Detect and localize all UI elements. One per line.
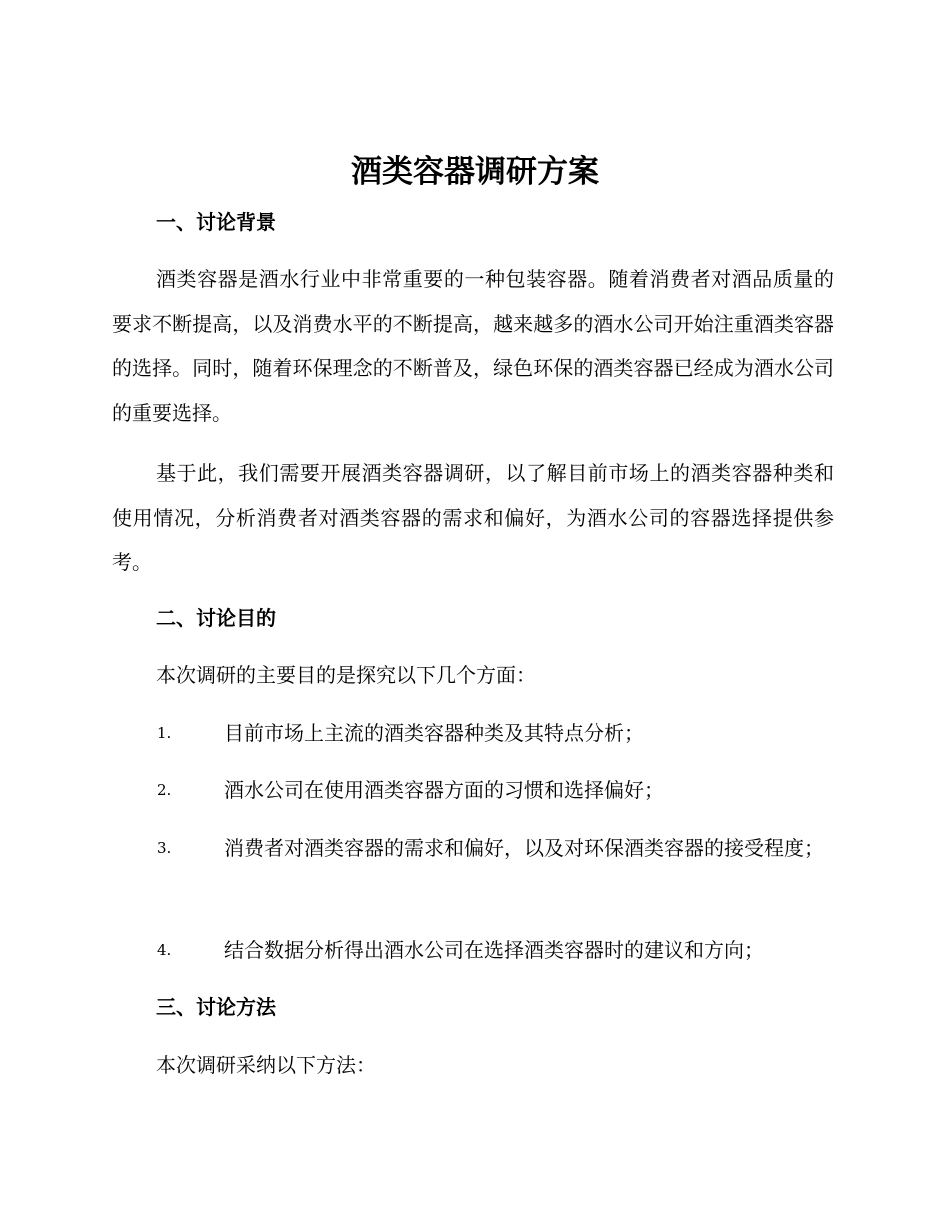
list-number: 2.: [157, 781, 172, 799]
purpose-list-item: [112, 928, 834, 973]
list-text: 目前市场上主流的酒类容器种类及其特点分析；: [224, 721, 644, 745]
section-heading-background: 一、讨论背景: [156, 210, 276, 234]
list-number: 4.: [157, 941, 172, 959]
purpose-intro: 本次调研的主要目的是探究以下几个方面：: [156, 663, 536, 687]
purpose-list-item: [112, 826, 834, 871]
purpose-list-item: [112, 768, 834, 813]
background-paragraph-1: 酒类容器是酒水行业中非常重要的一种包装容器。随着消费者对酒品质量的要求不断提高，以及消费水平的不断提高，越来越多的酒水公司开始注重酒类容器的选择。同时，随着环保理念的不断普及，绿色环保的酒类容器已经成为酒水公司的重要选择。: [112, 267, 834, 426]
section-heading-method: 三、讨论方法: [156, 995, 276, 1019]
background-paragraph-2: 基于此，我们需要开展酒类容器调研，以了解目前市场上的酒类容器种类和使用情况，分析消费者对酒类容器的需求和偏好，为酒水公司的容器选择提供参考。: [112, 461, 834, 575]
list-text: 酒水公司在使用酒类容器方面的习惯和选择偏好；: [224, 778, 664, 802]
method-intro: 本次调研采纳以下方法：: [156, 1053, 376, 1077]
list-number: 3.: [157, 839, 172, 857]
list-number: 1.: [157, 724, 172, 742]
list-text: 消费者对酒类容器的需求和偏好，以及对环保酒类容器的接受程度；: [224, 836, 824, 860]
purpose-list-item: [112, 711, 834, 756]
list-text: 结合数据分析得出酒水公司在选择酒类容器时的建议和方向；: [224, 938, 764, 962]
section-heading-purpose: 二、讨论目的: [156, 606, 276, 630]
document-title: 酒类容器调研方案: [351, 154, 599, 190]
